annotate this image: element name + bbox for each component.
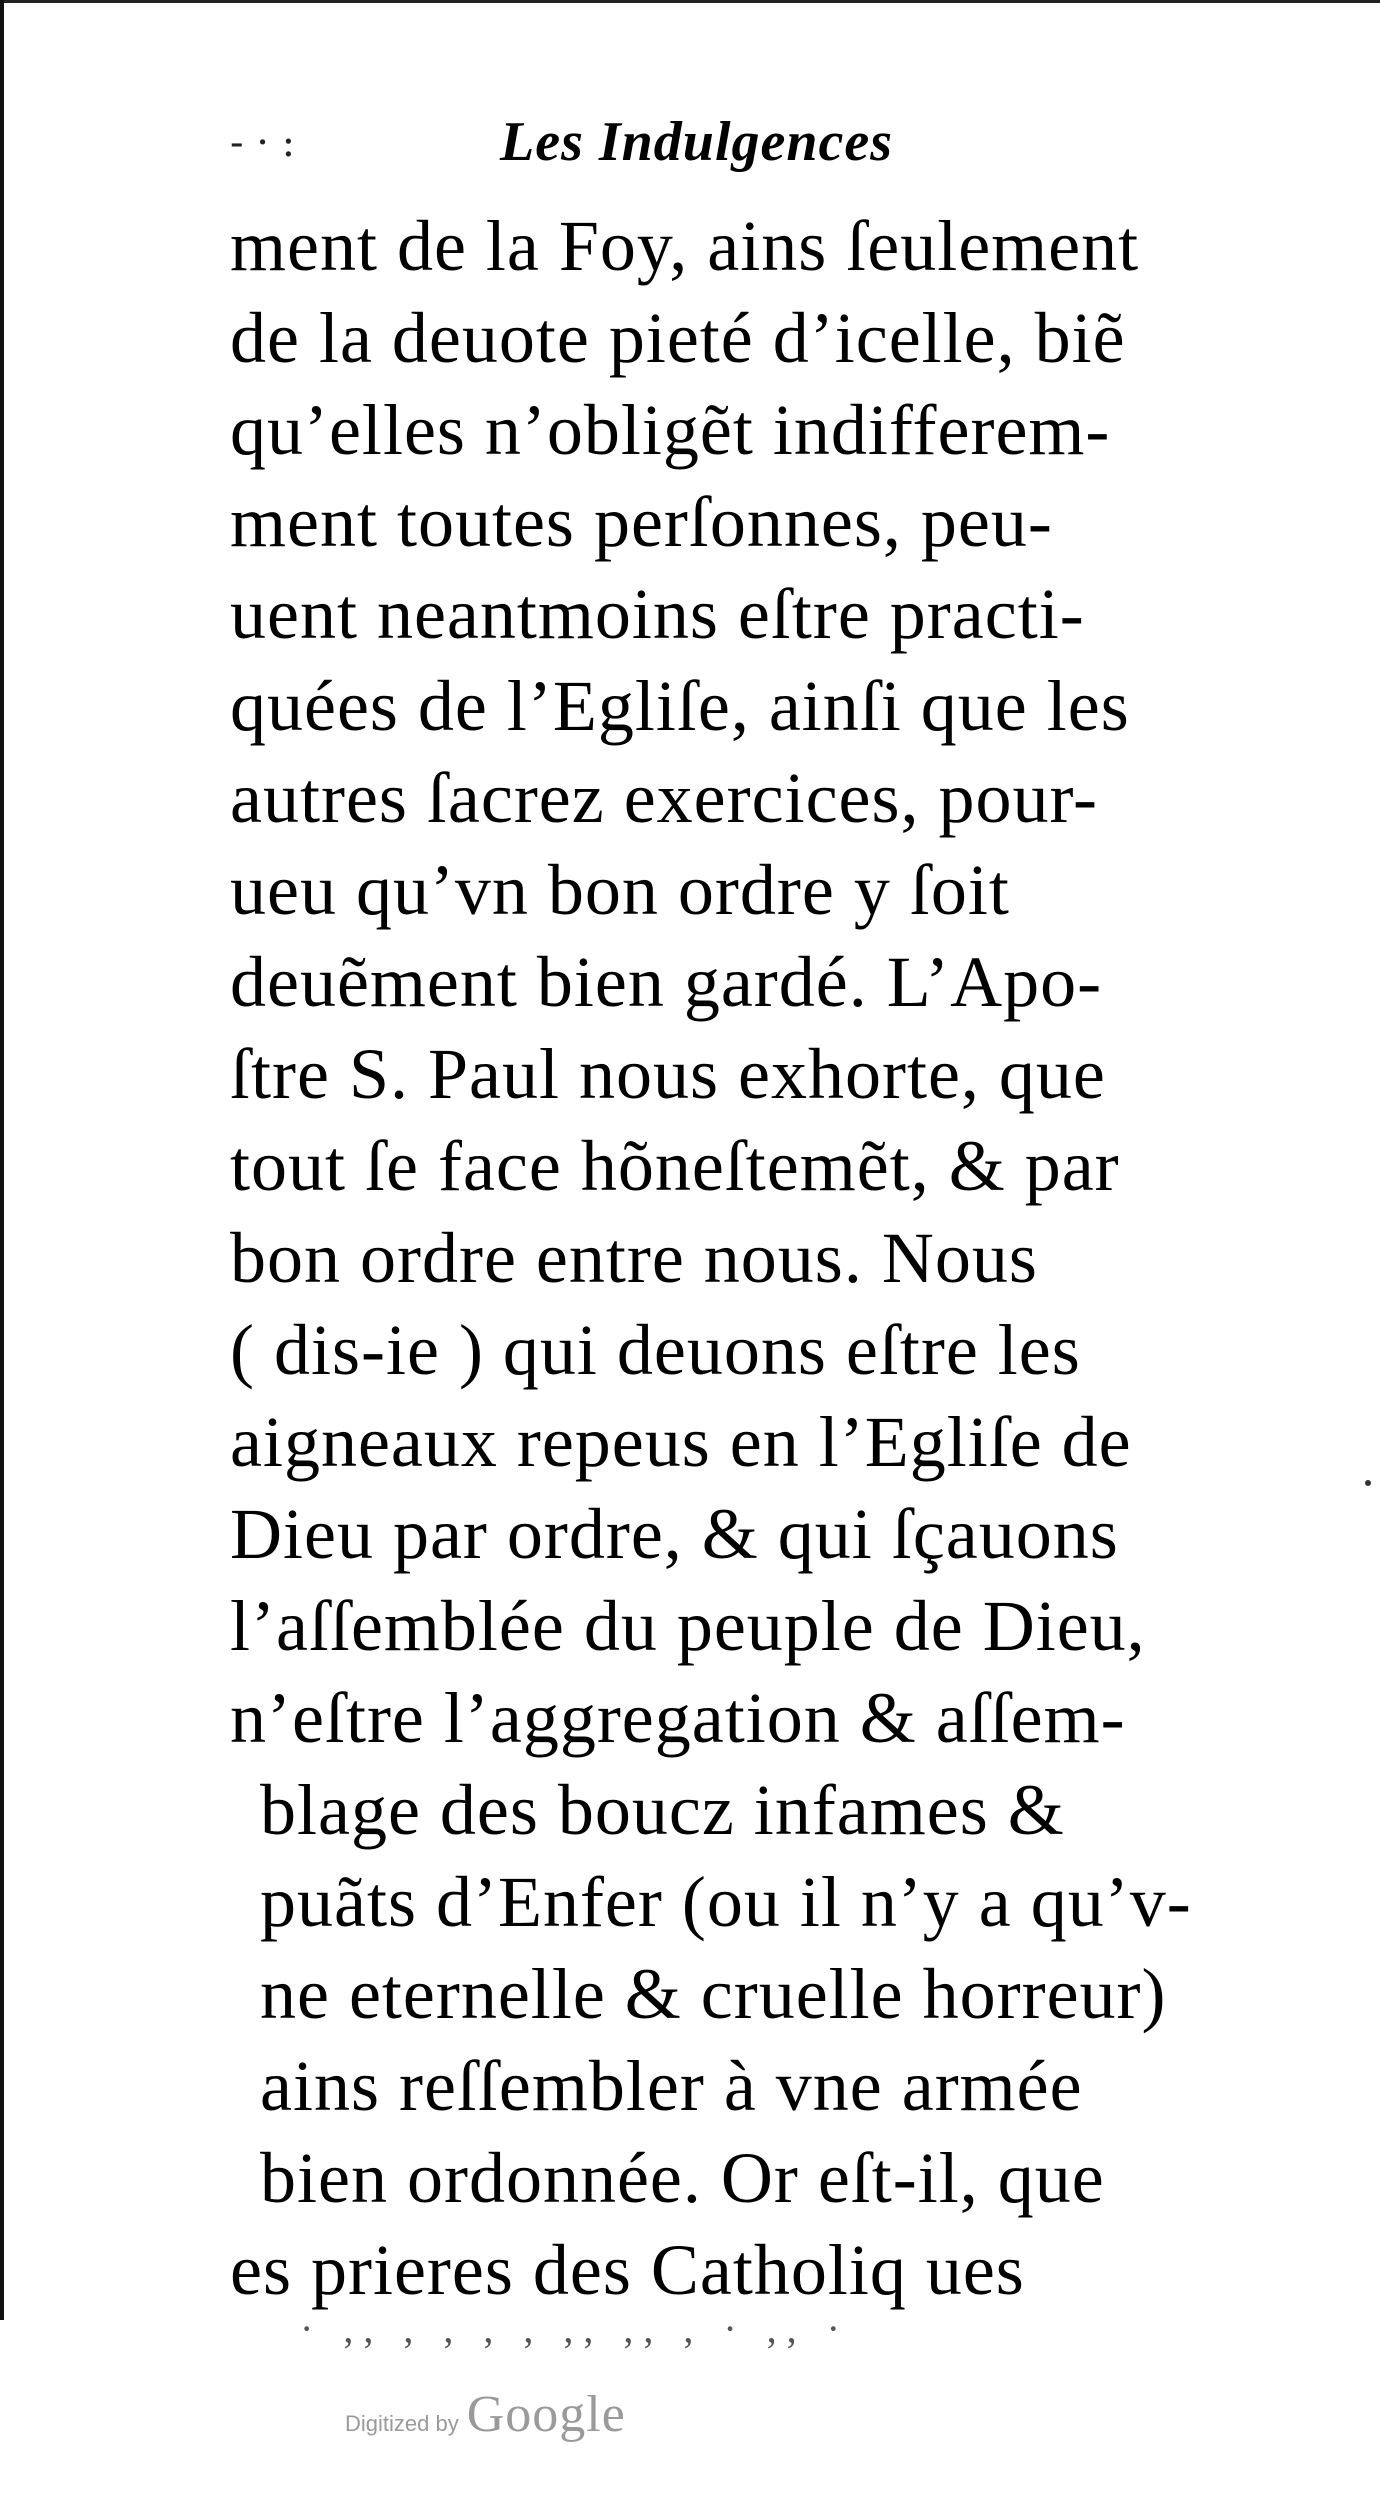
text-line: blage des boucz infames & — [260, 1770, 1065, 1850]
text-line: l’aſſemblée du peuple de Dieu, — [230, 1586, 1146, 1666]
text-line: ueu qu’vn bon ordre y ſoit — [230, 850, 1010, 930]
cut-off-line: · ,, , , , , ,, ,, , · ,, · — [300, 2306, 850, 2351]
text-line: ( dis-ie ) qui deuons eſtre les — [230, 1310, 1081, 1390]
text-line: ains reſſembler à vne armée — [260, 2046, 1083, 2126]
text-line: ne eternelle & cruelle horreur) — [260, 1954, 1167, 2034]
ink-speck — [1365, 1480, 1371, 1486]
text-line: bien ordonnée. Or eſt-il, que — [260, 2138, 1105, 2218]
text-line: autres ſacrez exercices, pour- — [230, 758, 1099, 838]
text-line: aigneaux repeus en l’Egliſe de — [230, 1402, 1132, 1482]
page-binding-edge — [0, 0, 4, 2320]
text-line: quées de l’Egliſe, ainſi que les — [230, 666, 1130, 746]
text-line: deuẽment bien gardé. L’Apo- — [230, 942, 1103, 1022]
text-line: ment de la Foy, ains ſeulement — [230, 206, 1140, 286]
text-line: uent neantmoins eſtre practi- — [230, 574, 1085, 654]
ink-marks: - · : — [230, 120, 296, 166]
text-line: bon ordre entre nous. Nous — [230, 1218, 1038, 1298]
text-line: es prieres des Catholiq ues — [230, 2230, 1025, 2310]
digitization-watermark — [345, 2385, 626, 2444]
google-logo: Google — [466, 2386, 626, 2443]
text-line: puãts d’Enfer (ou il n’y a qu’v- — [260, 1862, 1192, 1942]
page-top-edge — [0, 0, 1380, 3]
text-line: Dieu par ordre, & qui ſçauons — [230, 1494, 1119, 1574]
body-text — [230, 200, 1310, 2316]
watermark-prefix: Digitized by — [345, 2411, 459, 2436]
text-line: ſtre S. Paul nous exhorte, que — [230, 1034, 1106, 1114]
text-line: de la deuote pieté d’icelle, biẽ — [230, 298, 1126, 378]
text-line: n’eſtre l’aggregation & aſſem- — [230, 1678, 1126, 1758]
running-head: Les Indulgences — [500, 111, 893, 173]
text-line: qu’elles n’obligẽt indifferem- — [230, 390, 1111, 470]
text-line: ment toutes perſonnes, peu- — [230, 482, 1053, 562]
text-line: tout ſe face hõneſtemẽt, & par — [230, 1126, 1120, 1206]
